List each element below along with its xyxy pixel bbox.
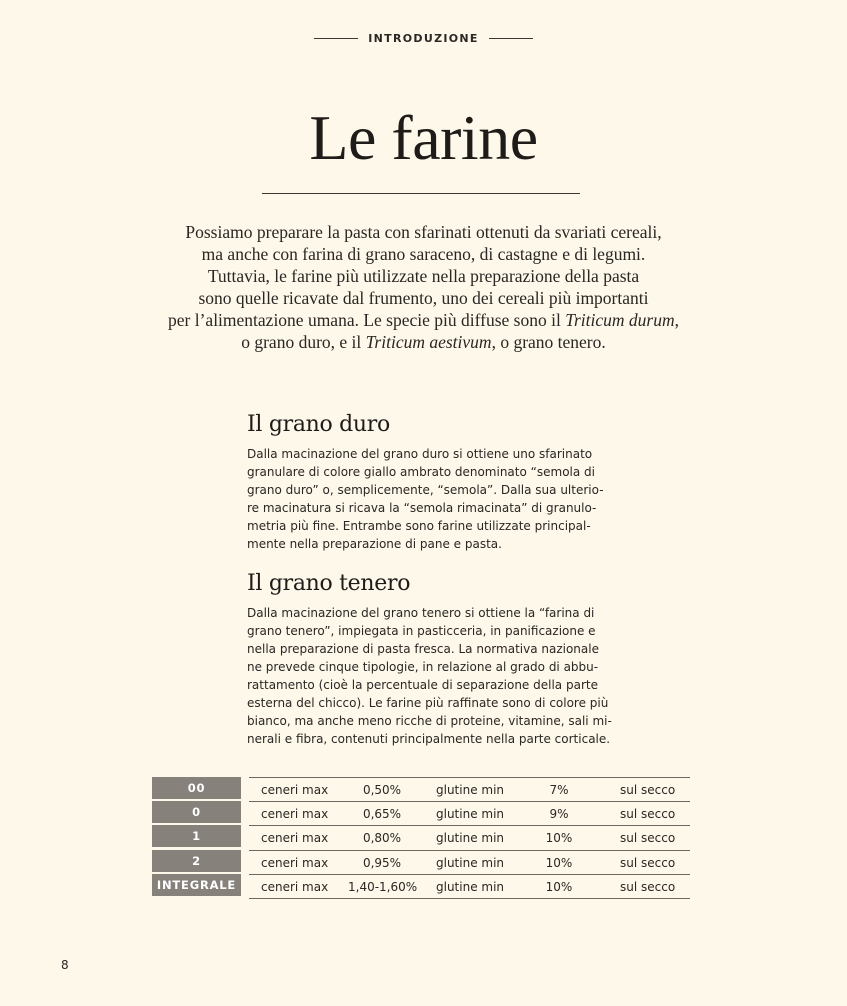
gluten-value: 10% xyxy=(545,831,573,846)
ash-value: 0,65% xyxy=(362,807,402,822)
body-line: granulare di colore giallo ambrato denominato “semola di xyxy=(247,465,595,479)
body-line: grano duro” o, semplicemente, “semola”. Dalla sua ulterio- xyxy=(247,483,604,497)
gluten-label: glutine min xyxy=(436,831,505,846)
ash-label: ceneri max xyxy=(261,879,329,894)
ash-label: ceneri max xyxy=(261,831,329,846)
basis-label: sul secco xyxy=(620,831,676,846)
ash-value: 0,80% xyxy=(362,831,402,846)
intro-text: , o grano tenero. xyxy=(491,332,606,352)
ash-label: ceneri max xyxy=(261,807,329,822)
ash-value: 0,95% xyxy=(362,855,402,870)
table-row xyxy=(249,802,690,826)
body-line: grano tenero”, impiegata in pasticceria, in panificazione e xyxy=(247,624,596,638)
intro-text: per l’alimentazione umana. Le specie più diffuse sono il xyxy=(168,310,566,330)
intro-line: Possiamo preparare la pasta con sfarinati ottenuti da svariati cereali, xyxy=(185,222,662,242)
basis-label: sul secco xyxy=(620,879,676,894)
body-line: ne prevede cinque tipologie, in relazione al grado di abbu- xyxy=(247,660,599,674)
intro-line: Tuttavia, le farine più utilizzate nella preparazione della pasta xyxy=(207,266,640,286)
basis-label: sul secco xyxy=(620,783,676,797)
table-row xyxy=(249,778,690,802)
gluten-value: 9% xyxy=(549,807,569,822)
grade-cell-integrale: INTEGRALE xyxy=(152,874,241,896)
gluten-label: glutine min xyxy=(436,879,505,894)
body-line: Dalla macinazione del grano tenero si ottiene la “farina di xyxy=(247,606,595,620)
grade-cell-0: 0 xyxy=(152,801,241,823)
body-line: re macinatura si ricava la “semola rimacinata” di granulo- xyxy=(247,501,597,515)
intro-line: ma anche con farina di grano saraceno, di castagne e di legumi. xyxy=(201,244,646,264)
table-row xyxy=(249,851,690,875)
intro-italic-term: Triticum durum xyxy=(565,310,675,330)
body-line: metria più fine. Entrambe sono farine utilizzate principal- xyxy=(247,519,591,533)
intro-paragraph xyxy=(120,221,727,353)
body-line: rattamento (cioè la percentuale di separazione della parte xyxy=(247,678,598,692)
section-body-grano-duro xyxy=(247,445,604,553)
kicker-label: INTRODUZIONE xyxy=(368,32,479,45)
gluten-label: glutine min xyxy=(436,807,505,822)
table-row xyxy=(249,826,690,850)
section-kicker xyxy=(0,32,847,45)
section-body-grano-tenero xyxy=(247,604,612,748)
gluten-label: glutine min xyxy=(436,855,505,870)
basis-label: sul secco xyxy=(620,855,676,870)
intro-text: , xyxy=(674,310,679,330)
grade-cell-00: 00 xyxy=(152,777,241,799)
page-title: Le farine xyxy=(309,102,538,173)
body-line: mente nella preparazione di pane e pasta. xyxy=(247,537,502,551)
gluten-value: 7% xyxy=(549,783,569,797)
gluten-value: 10% xyxy=(545,879,573,894)
body-line: Dalla macinazione del grano duro si ottiene uno sfarinato xyxy=(247,447,593,461)
ash-label: ceneri max xyxy=(261,783,329,797)
kicker-rule-left xyxy=(314,38,358,39)
ash-value: 1,40-1,60% xyxy=(348,879,418,894)
gluten-label: glutine min xyxy=(436,783,505,797)
flour-spec-table xyxy=(249,777,690,899)
body-line: bianco, ma anche meno ricche di proteine, vitamine, sali mi- xyxy=(247,714,612,728)
intro-line xyxy=(120,309,727,331)
body-line: nella preparazione di pasta fresca. La normativa nazionale xyxy=(247,642,599,656)
title-divider xyxy=(262,193,580,194)
page-number: 8 xyxy=(61,958,69,972)
ash-label: ceneri max xyxy=(261,855,329,870)
basis-label: sul secco xyxy=(620,807,676,822)
grade-cell-2: 2 xyxy=(152,850,241,872)
intro-text: o grano duro, e il xyxy=(241,332,366,352)
ash-value: 0,50% xyxy=(362,783,402,797)
intro-italic-term: Triticum aestivum xyxy=(365,332,492,352)
table-row xyxy=(249,875,690,899)
gluten-value: 10% xyxy=(545,855,573,870)
kicker-rule-right xyxy=(489,38,533,39)
flour-grade-column xyxy=(152,777,241,898)
section-title-grano-duro: Il grano duro xyxy=(247,412,390,437)
body-line: esterna del chicco). Le farine più raffinate sono di colore più xyxy=(247,696,609,710)
grade-cell-1: 1 xyxy=(152,825,241,847)
body-line: nerali e fibra, contenuti principalmente nella parte corticale. xyxy=(247,732,611,746)
intro-line: sono quelle ricavate dal frumento, uno dei cereali più importanti xyxy=(198,288,649,308)
section-title-grano-tenero: Il grano tenero xyxy=(247,571,411,596)
intro-line xyxy=(120,331,727,353)
